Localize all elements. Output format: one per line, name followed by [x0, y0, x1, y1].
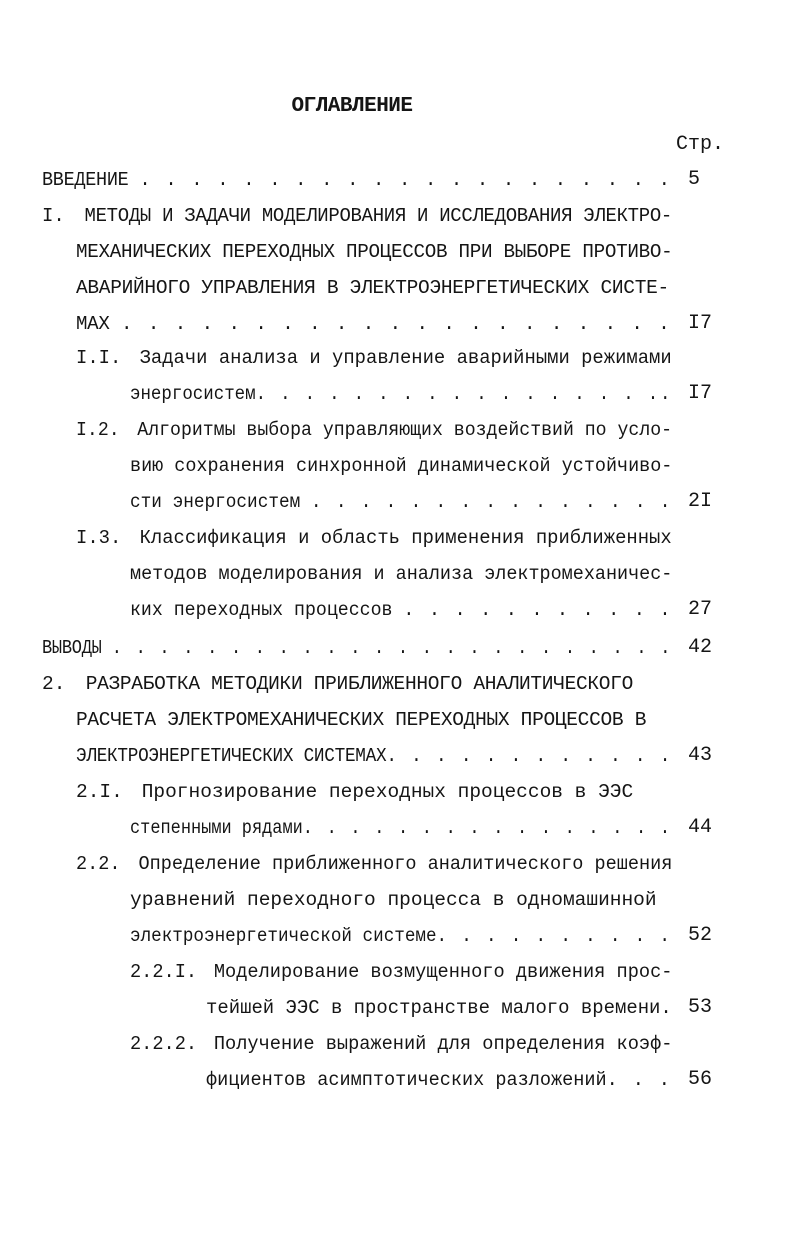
entry-title-last-line — [130, 490, 672, 514]
entry-title-line: Алгоритмы выбора управляющих воздействий по усло- — [137, 419, 673, 441]
entry-title-line: Классификация и область применения приближенных — [139, 527, 672, 549]
entry-number: 2.I. — [76, 781, 123, 803]
page-number: 42 — [688, 636, 713, 659]
entry-number: I.I. — [76, 347, 122, 369]
entry-title-line: АВАРИЙНОГО УПРАВЛЕНИЯ В ЭЛЕКТРОЭНЕРГЕТИЧЕСКИХ СИСТЕ- — [76, 277, 669, 299]
page-number: 53 — [688, 996, 713, 1019]
entry-title-line: сти энергосистем — [130, 491, 301, 513]
toc-entry-2-2-2[interactable] — [130, 1032, 672, 1056]
leader-dots: . . . . . . . . . . . . . . . . — [302, 817, 672, 839]
leader-dots: . . . . . . . . . . . . . . . . . . . . . . . . — [111, 637, 673, 659]
toc-entry-2-2-1[interactable] — [130, 960, 672, 984]
entry-title-line: электроэнергетической системе — [130, 925, 437, 947]
entry-title-line: Прогнозирование переходных процессов в ЭЭС — [141, 781, 634, 803]
toc-entry-chapter-2[interactable] — [42, 672, 633, 696]
page-number: 56 — [688, 1068, 713, 1091]
toc-entry-1-1[interactable] — [76, 346, 672, 370]
toc-entry-2-2[interactable] — [76, 852, 672, 876]
page-number: 2I — [688, 490, 713, 513]
entry-title-last-line — [130, 816, 672, 840]
entry-title-line: вию сохранения синхронной динамической устойчиво- — [130, 455, 673, 477]
toc-entry-conclusions[interactable] — [42, 636, 672, 660]
entry-title-line: Определение приближенного аналитического решения — [138, 853, 673, 875]
entry-title-line: фициентов асимптотических разложений — [206, 1069, 607, 1091]
page-column-label: Стр. — [676, 133, 725, 156]
entry-title-line: Получение выражений для определения коэф- — [213, 1033, 673, 1055]
page-number: 5 — [688, 168, 701, 191]
entry-title-line: Задачи анализа и управление аварийными режимами — [139, 347, 672, 369]
leader-dots: . . . . . . . . . . . . . . . . . . . . . — [139, 169, 672, 191]
entry-title-line: тейшей ЭЭС в пространстве малого времени. — [206, 997, 672, 1019]
entry-title-last-line — [130, 924, 672, 948]
entry-number: 2.2.2. — [130, 1033, 198, 1055]
entry-title-line: Моделирование возмущенного движения прос- — [213, 961, 673, 983]
entry-title-line: уравнений переходного процесса в одномашинной — [130, 889, 657, 911]
leader-dots: . . . . . . . . . . . . . . . . . . . . . — [121, 313, 672, 335]
entry-title-last-line — [130, 382, 672, 406]
entry-number: I.2. — [76, 419, 120, 441]
entry-title-line: МЕХАНИЧЕСКИХ ПЕРЕХОДНЫХ ПРОЦЕССОВ ПРИ ВЫБОРЕ ПРОТИВО- — [76, 241, 673, 263]
toc-entry-1-2[interactable] — [76, 418, 672, 442]
entry-title-line: РАСЧЕТА ЭЛЕКТРОМЕХАНИЧЕСКИХ ПЕРЕХОДНЫХ ПРОЦЕССОВ В — [76, 709, 647, 731]
entry-title-line: РАЗРАБОТКА МЕТОДИКИ ПРИБЛИЖЕННОГО АНАЛИТИЧЕСКОГО — [85, 673, 633, 695]
entry-title: ВВЕДЕНИЕ — [42, 169, 129, 191]
entry-number: 2. — [42, 673, 66, 695]
toc-entry-chapter-1[interactable] — [42, 204, 672, 228]
entry-number: I. — [42, 205, 65, 227]
toc-entry-1-3[interactable] — [76, 526, 672, 550]
leader-dots: . . . . . . . . . . . . . . . . .. — [255, 383, 673, 405]
entry-title-last-line — [130, 598, 672, 622]
leader-dots: . . . . . . . . . . . . . . . — [310, 491, 673, 513]
leader-dots: . . . . . . . . . . . — [403, 599, 673, 621]
entry-title-line: степенными рядами — [130, 817, 303, 839]
entry-title-last-line — [206, 1068, 672, 1092]
page-number: 52 — [688, 924, 713, 947]
entry-title-last-line — [76, 312, 672, 336]
entry-title-line: МАХ — [76, 313, 110, 335]
page-number: I7 — [688, 312, 713, 335]
entry-title-last-line — [76, 744, 672, 768]
page-number: 27 — [688, 598, 713, 621]
leader-dots: . . . — [606, 1069, 672, 1091]
page-title: ОГЛАВЛЕНИЕ — [291, 95, 413, 118]
toc-entry-introduction[interactable] — [42, 168, 672, 192]
entry-title-line: методов моделирования и анализа электромеханичес- — [130, 563, 673, 585]
entry-title: ВЫВОДЫ — [42, 637, 102, 659]
toc-entry-2-1[interactable] — [76, 780, 633, 804]
page-number: 43 — [688, 744, 713, 767]
page-number: I7 — [688, 382, 713, 405]
entry-title-line: ЭЛЕКТРОЭНЕРГЕТИЧЕСКИХ СИСТЕМАХ — [76, 745, 387, 767]
page-number: 44 — [688, 816, 713, 839]
entry-title-line: энергосистем — [130, 383, 256, 405]
entry-number: 2.2.I. — [130, 961, 198, 983]
entry-title-line: ких переходных процессов — [130, 599, 393, 621]
leader-dots: . . . . . . . . . . . . — [386, 745, 673, 767]
leader-dots: . . . . . . . . . . — [436, 925, 672, 947]
entry-title-line: МЕТОДЫ И ЗАДАЧИ МОДЕЛИРОВАНИЯ И ИССЛЕДОВАНИЯ ЭЛЕКТРО- — [84, 205, 673, 227]
entry-number: 2.2. — [76, 853, 121, 875]
entry-number: I.3. — [76, 527, 122, 549]
